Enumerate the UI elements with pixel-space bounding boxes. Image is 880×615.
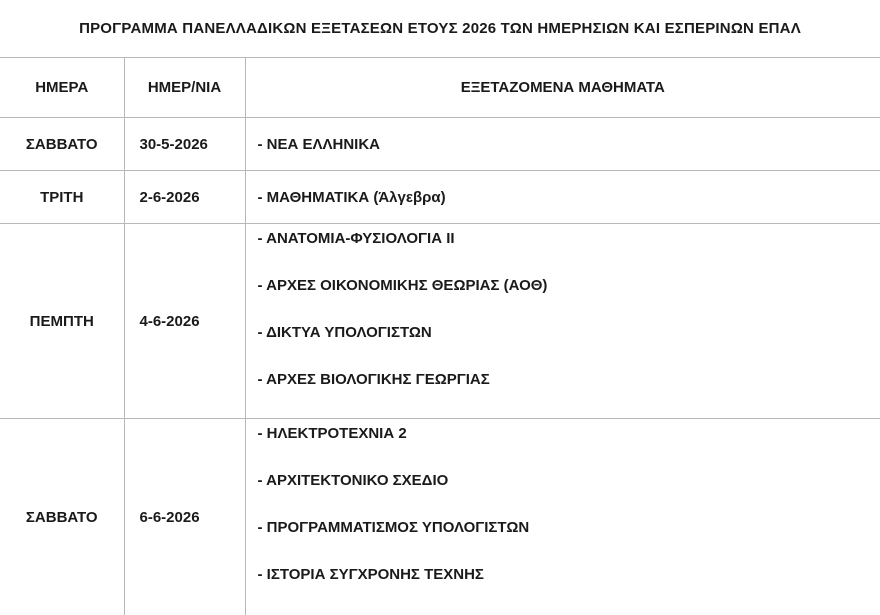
table-row	[0, 118, 880, 171]
header-date: ΗΜΕΡ/ΝΙΑ	[124, 58, 245, 118]
exam-schedule-table	[0, 58, 880, 615]
subject-item: - ΑΡΧΙΤΕΚΤΟΝΙΚΟ ΣΧΕΔΙΟ	[258, 472, 880, 519]
subject-item: - ΗΛΕΚΤΡΟΤΕΧΝΙΑ 2	[258, 425, 880, 472]
subject-item: - ΑΝΑΤΟΜΙΑ-ΦΥΣΙΟΛΟΓΙΑ ΙΙ	[258, 230, 880, 277]
row-subjects	[245, 224, 880, 419]
table-row	[0, 171, 880, 224]
row-date: 2-6-2026	[124, 171, 245, 224]
subject-item: - ΑΡΧΕΣ ΒΙΟΛΟΓΙΚΗΣ ΓΕΩΡΓΙΑΣ	[258, 371, 880, 418]
subject-item: - ΑΡΧΕΣ ΟΙΚΟΝΟΜΙΚΗΣ ΘΕΩΡΙΑΣ (ΑΟΘ)	[258, 277, 880, 324]
subject-item: - ΝΕΑ ΕΛΛΗΝΙΚΑ	[258, 136, 880, 153]
row-day: ΣΑΒΒΑΤΟ	[0, 419, 124, 615]
row-day: ΠΕΜΠΤΗ	[0, 224, 124, 419]
row-date: 30-5-2026	[124, 118, 245, 171]
row-date: 6-6-2026	[124, 419, 245, 615]
table-row	[0, 224, 880, 419]
subject-item: - ΙΣΤΟΡΙΑ ΣΥΓΧΡΟΝΗΣ ΤΕΧΝΗΣ	[258, 566, 880, 613]
document-title: ΠΡΟΓΡΑΜΜΑ ΠΑΝΕΛΛΑΔΙΚΩΝ ΕΞΕΤΑΣΕΩΝ ΕΤΟΥΣ 2026 ΤΩΝ ΗΜΕΡΗΣΙΩΝ ΚΑΙ ΕΣΠΕΡΙΝΩΝ ΕΠΑΛ	[0, 0, 880, 58]
row-day: ΤΡΙΤΗ	[0, 171, 124, 224]
row-subjects	[245, 419, 880, 615]
row-day: ΣΑΒΒΑΤΟ	[0, 118, 124, 171]
row-subjects	[245, 171, 880, 224]
row-subjects	[245, 118, 880, 171]
subject-item: - ΔΙΚΤΥΑ ΥΠΟΛΟΓΙΣΤΩΝ	[258, 324, 880, 371]
subject-item: - ΜΑΘΗΜΑΤΙΚΑ (Άλγεβρα)	[258, 189, 880, 206]
header-subjects: ΕΞΕΤΑΖΟΜΕΝΑ ΜΑΘΗΜΑΤΑ	[245, 58, 880, 118]
table-row	[0, 419, 880, 615]
table-header-row	[0, 58, 880, 118]
row-date: 4-6-2026	[124, 224, 245, 419]
header-day: ΗΜΕΡΑ	[0, 58, 124, 118]
subject-item: - ΠΡΟΓΡΑΜΜΑΤΙΣΜΟΣ ΥΠΟΛΟΓΙΣΤΩΝ	[258, 519, 880, 566]
